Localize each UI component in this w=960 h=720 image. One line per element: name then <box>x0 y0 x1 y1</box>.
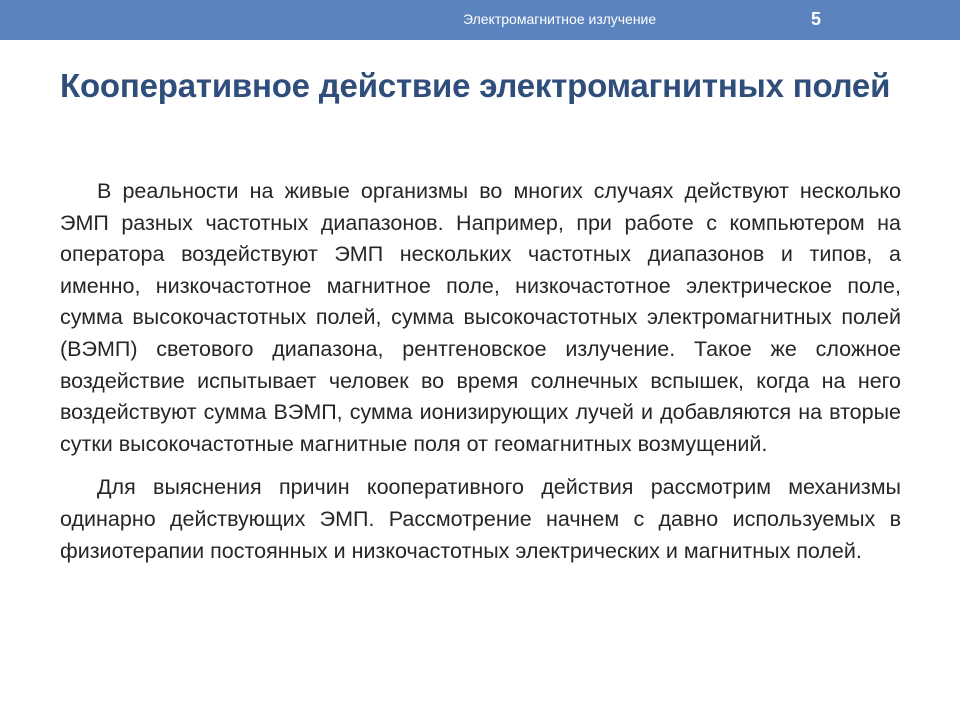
paragraph-2: Для выяснения причин кооперативного действия рассмотрим механизмы одинарно действующих ЭМП. Рассмотрение начнем с давно используемых в физиотерапии постоянных и низкочастотных электрических и магнитных полей. <box>60 475 901 563</box>
body-text <box>60 176 901 567</box>
paragraph-1: В реальности на живые организмы во многих случаях действуют несколько ЭМП разных частотных диапазонов. Например, при работе с компьютером на оператора воздействуют ЭМП нескольких частотных диапазонов и типов, а именно, низкочастотное магнитное поле, низкочастотное электрическое поле, сумма высокочастотных полей, сумма высокочастотных электромагнитных полей (ВЭМП) светового диапазона, рентгеновское излучение. Такое же сложное воздействие испытывает человек во время солнечных вспышек, когда на него воздействуют сумма ВЭМП, сумма ионизирующих лучей и добавляются на вторые сутки высокочастотные магнитные поля от геомагнитных возмущений. <box>60 179 901 456</box>
header-title: Электромагнитное излучение <box>463 11 657 27</box>
header-bar <box>0 0 960 40</box>
slide-title: Кооперативное действие электромагнитных полей <box>60 67 891 104</box>
page-number: 5 <box>811 9 822 29</box>
